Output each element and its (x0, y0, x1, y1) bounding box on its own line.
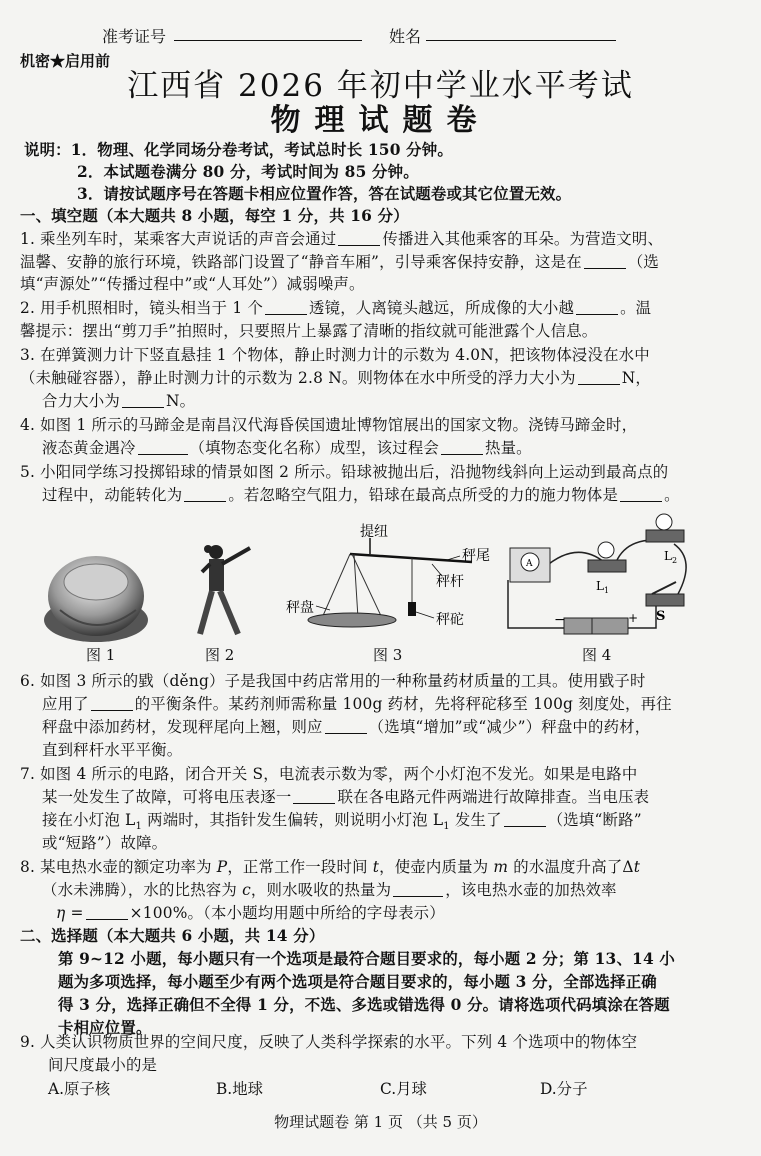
fig3-label-beam: 秤杆 (436, 574, 464, 590)
question-1-line-2: 温馨、安静的旅行环境，铁路部门设置了“静音车厢”，引导乘客保持安静，这是在 （选 (20, 253, 659, 271)
question-2-line-1: 2. 用手机照相时，镜头相当于 1 个 透镜，人离镜头越远，所成像的大小越 。温 (20, 299, 652, 317)
question-7-line-1: 7. 如图 4 所示的电路，闭合开关 S，电流表示数为零，两个小灯泡不发光。如果是电路中 (20, 765, 638, 783)
question-3-line-2: （未触碰容器），静止时测力计的示数为 2.8 N。则物体在水中所受的浮力大小为 N， (20, 369, 651, 387)
note-1: 说明：1．物理、化学同场分卷考试，考试总时长 150 分钟。 (24, 141, 453, 159)
note-2: 2．本试题卷满分 80 分，考试时间为 85 分钟。 (77, 163, 419, 181)
exam-id-line (174, 40, 362, 41)
question-4-line-2: 液态黄金遇冷 （填物态变化名称）成型，该过程会 热量。 (42, 439, 532, 457)
question-9-line-1: 9. 人类认识物质世界的空间尺度，反映了人类科学探索的水平。下列 4 个选项中的物体空 (20, 1033, 638, 1051)
figure-4-caption: 图 4 (582, 646, 612, 664)
question-6-line-1: 6. 如图 3 所示的戥（děng）子是我国中药店常用的一种称量药材质量的工具。使用戥子时 (20, 672, 646, 690)
q9-option-c: C.月球 (380, 1080, 427, 1098)
question-4-line-1: 4. 如图 1 所示的马蹄金是南昌汉代海昏侯国遗址博物馆展出的国家文物。浇铸马蹄金时， (20, 416, 638, 434)
exam-id-label: 准考证号 (102, 27, 167, 46)
question-6-line-4: 直到秤杆水平平衡。 (42, 741, 183, 759)
figure-3-caption: 图 3 (373, 646, 403, 664)
figure-2-shot-put (178, 534, 260, 644)
question-3-line-1: 3. 在弹簧测力计下竖直悬挂 1 个物体，静止时测力计的示数为 4.0N，把该物体浸没在水中 (20, 346, 650, 364)
question-6-line-3: 秤盘中添加药材，发现秤尾向上翘，则应 （选填“增加”或“减少”）秤盘中的药材， (42, 718, 651, 736)
battery-minus: − (554, 612, 566, 628)
question-1-line-3: 填“声源处”“传播过程中”或“人耳处”）减弱噪声。 (20, 275, 365, 293)
figure-1-caption: 图 1 (86, 646, 116, 664)
section-2-desc-3: 得 3 分，选择正确但不全得 1 分，不选、多选或错选得 0 分。请将选项代码填涂在答题 (58, 996, 670, 1014)
switch-label: S (656, 609, 666, 624)
name-line (426, 40, 616, 41)
question-5-line-2: 过程中，动能转化为 。若忽略空气阻力，铅球在最高点所受的力的施力物体是 。 (42, 486, 680, 504)
question-8-line-1: 8. 某电热水壶的额定功率为 P，正常工作一段时间 t，使壶内质量为 m 的水温度升高了Δt (20, 858, 641, 876)
page-footer: 物理试题卷 第 1 页 （共 5 页） (274, 1113, 487, 1131)
question-7-line-4: 或“短路”）故障。 (42, 834, 168, 852)
exam-title: 江西省 2026 年初中学业水平考试 (127, 68, 634, 104)
question-9-line-2: 间尺度最小的是 (48, 1056, 158, 1074)
fig3-label-tail: 秤尾 (462, 548, 490, 564)
section-2-desc-1: 第 9~12 小题，每小题只有一个选项是最符合题目要求的，每小题 2 分；第 13、14 小 (58, 950, 676, 968)
question-1-line-1: 1. 乘坐列车时，某乘客大声说话的声音会通过 传播进入其他乘客的耳朵。为营造文明、 (20, 230, 664, 248)
question-2-line-2: 馨提示：摆出“剪刀手”拍照时，只要照片上暴露了清晰的指纹就可能泄露个人信息。 (20, 322, 598, 340)
q9-option-a: A.原子核 (48, 1080, 111, 1098)
question-7-line-3: 接在小灯泡 $L_1$ 两端时，其指针发生偏转，则说明小灯泡 $L_1$ 发生了 （选填“断路” (42, 811, 642, 833)
question-8-line-3: η = ×100%。（本小题均用题中所给的字母表示） (56, 904, 445, 922)
fig3-label-weight: 秤砣 (436, 612, 464, 628)
figure-2-caption: 图 2 (205, 646, 235, 664)
question-3-line-3: 合力大小为 N。 (42, 392, 196, 410)
question-5-line-1: 5. 小阳同学练习投掷铅球的情景如图 2 所示。铅球被抛出后，沿抛物线斜向上运动到最高点的 (20, 463, 669, 481)
figure-4-circuit (496, 510, 706, 645)
figure-3-steelyard (282, 520, 492, 645)
section-2-desc-4: 卡相应位置。 (58, 1019, 152, 1037)
figure-1-horseshoe-gold (40, 548, 152, 648)
note-3: 3．请按试题序号在答题卡相应位置作答，答在试题卷或其它位置无效。 (77, 185, 572, 203)
fig3-label-handle: 提纽 (360, 524, 388, 540)
name-label: 姓名 (389, 27, 422, 46)
question-7-line-2: 某一处发生了故障，可将电压表逐一 联在各电路元件两端进行故障排查。当电压表 (42, 788, 650, 806)
lamp-1-label: $L_1$ (596, 579, 610, 595)
q9-option-b: B.地球 (216, 1080, 263, 1098)
secret-mark: 机密★启用前 (20, 52, 111, 70)
q9-option-d: D.分子 (540, 1080, 588, 1098)
lamp-2-label: $L_2$ (664, 549, 678, 565)
question-6-line-2: 应用了 的平衡条件。某药剂师需称量 100g 药材，先将秤砣移至 100g 刻度处，再往 (42, 695, 672, 713)
question-8-line-2: （水未沸腾），水的比热容为 c，则水吸收的热量为 ，该电热水壶的加热效率 (42, 881, 617, 899)
fig3-label-pan: 秤盘 (286, 600, 314, 616)
section-2-heading: 二、选择题（本大题共 6 小题，共 14 分） (20, 927, 325, 945)
exam-subtitle: 物理试题卷 (270, 103, 491, 138)
ammeter-label: A (526, 559, 533, 569)
section-2-desc-2: 题为多项选择，每小题至少有两个选项是符合题目要求的，每小题 3 分，全部选择正确 (58, 973, 657, 991)
battery-plus: + (628, 611, 639, 625)
section-1-heading: 一、填空题（本大题共 8 小题，每空 1 分，共 16 分） (20, 207, 409, 225)
